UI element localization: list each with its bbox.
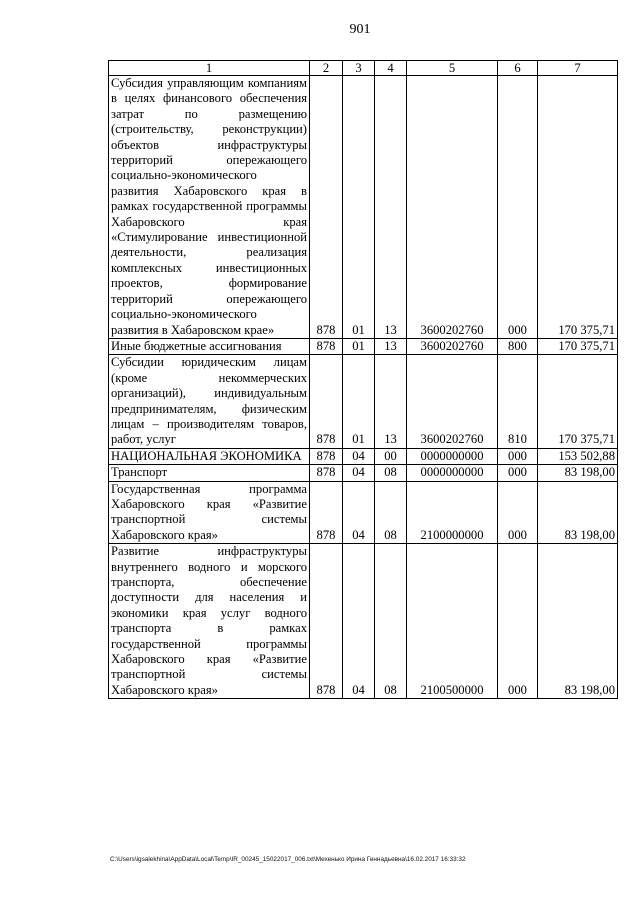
page-number: 901 <box>349 22 371 37</box>
column-header: 5 <box>407 61 498 76</box>
subsection-code: 08 <box>375 544 407 699</box>
table-row <box>109 544 618 699</box>
section-code: 04 <box>343 465 375 481</box>
section-code: 04 <box>343 448 375 464</box>
column-header: 1 <box>109 61 310 76</box>
amount: 170 375,71 <box>538 76 618 339</box>
target-article-code: 3600202760 <box>407 76 498 339</box>
expense-type-code: 000 <box>498 76 538 339</box>
target-article-code: 3600202760 <box>407 338 498 354</box>
row-name: НАЦИОНАЛЬНАЯ ЭКОНОМИКА <box>109 448 310 464</box>
subsection-code: 13 <box>375 355 407 448</box>
row-name: Государственная программа Хабаровского края «Развитие транспортной системы Хабаровского края» <box>109 481 310 544</box>
expense-type-code: 000 <box>498 481 538 544</box>
subsection-code: 13 <box>375 76 407 339</box>
row-name: Развитие инфраструктуры внутреннего водного и морского транспорта, обеспечение доступности для населения и экономики края услуг водного транспорта в рамках государственной программы Хабаровского края «Развитие транспортной системы Хабаровского края» <box>109 544 310 699</box>
subsection-code: 00 <box>375 448 407 464</box>
section-code: 01 <box>343 76 375 339</box>
ministry-code: 878 <box>310 338 343 354</box>
section-code: 01 <box>343 338 375 354</box>
subsection-code: 08 <box>375 465 407 481</box>
target-article-code: 2100500000 <box>407 544 498 699</box>
table-row <box>109 448 618 464</box>
target-article-code: 0000000000 <box>407 448 498 464</box>
expense-type-code: 800 <box>498 338 538 354</box>
column-header: 3 <box>343 61 375 76</box>
row-name: Субсидия управляющим компаниям в целях финансового обеспечения затрат по размещению (строительству, реконструкции) объектов инфраструктуры территорий опережающего социально-экономического развития Хабаровского края в рамках государственной программы Хабаровского края «Стимулирование инвестиционной деятельности, реализация комплексных инвестиционных проектов, формирование территорий опережающего социально-экономического развития в Хабаровском крае» <box>109 76 310 339</box>
section-code: 01 <box>343 355 375 448</box>
row-name: Иные бюджетные ассигнования <box>109 338 310 354</box>
table-row <box>109 338 618 354</box>
column-header: 6 <box>498 61 538 76</box>
budget-table <box>108 60 618 699</box>
expense-type-code: 000 <box>498 465 538 481</box>
row-name: Субсидии юридическим лицам (кроме некоммерческих организаций), индивидуальным предпринимателям, физическим лицам – производителям товаров, работ, услуг <box>109 355 310 448</box>
expense-type-code: 000 <box>498 448 538 464</box>
amount: 170 375,71 <box>538 355 618 448</box>
target-article-code: 0000000000 <box>407 465 498 481</box>
amount: 83 198,00 <box>538 481 618 544</box>
target-article-code: 2100000000 <box>407 481 498 544</box>
expense-type-code: 000 <box>498 544 538 699</box>
row-name: Транспорт <box>109 465 310 481</box>
amount: 170 375,71 <box>538 338 618 354</box>
ministry-code: 878 <box>310 544 343 699</box>
table-row <box>109 355 618 448</box>
section-code: 04 <box>343 481 375 544</box>
ministry-code: 878 <box>310 448 343 464</box>
ministry-code: 878 <box>310 481 343 544</box>
table-row <box>109 481 618 544</box>
expense-type-code: 810 <box>498 355 538 448</box>
ministry-code: 878 <box>310 355 343 448</box>
ministry-code: 878 <box>310 76 343 339</box>
amount: 83 198,00 <box>538 544 618 699</box>
file-path-footer: C:\Users\igsalekhina\AppData\Local\Temp\IR_00245_15022017_006.txt\Мехенько Ирина Геннадьевна\16.02.2017 16:33:32 <box>110 856 466 863</box>
column-header: 2 <box>310 61 343 76</box>
amount: 153 502,88 <box>538 448 618 464</box>
table-row <box>109 76 618 339</box>
table-row <box>109 465 618 481</box>
column-header: 7 <box>538 61 618 76</box>
subsection-code: 13 <box>375 338 407 354</box>
target-article-code: 3600202760 <box>407 355 498 448</box>
column-header: 4 <box>375 61 407 76</box>
ministry-code: 878 <box>310 465 343 481</box>
table-header-row <box>109 61 618 76</box>
section-code: 04 <box>343 544 375 699</box>
amount: 83 198,00 <box>538 465 618 481</box>
subsection-code: 08 <box>375 481 407 544</box>
